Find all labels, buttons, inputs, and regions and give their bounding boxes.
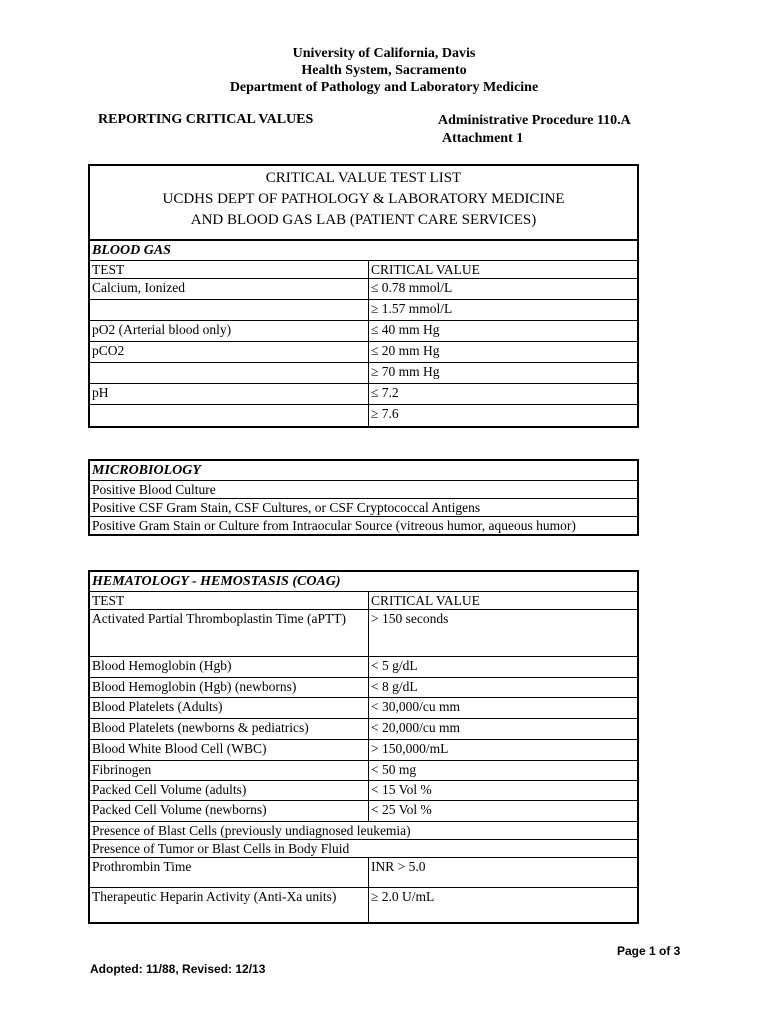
test-cell [90, 300, 369, 321]
value-cell: < 30,000/cu mm [369, 698, 638, 719]
value-cell: < 15 Vol % [369, 781, 638, 801]
table-row [90, 321, 637, 342]
value-cell: ≥ 7.6 [371, 406, 399, 421]
blood-gas-box [88, 164, 639, 428]
value-cell: > 150,000/mL [369, 740, 638, 761]
test-cell: Packed Cell Volume (newborns) [90, 801, 369, 822]
value-cell: ≤ 20 mm Hg [369, 342, 638, 363]
procedure-label: Administrative Procedure 110.A [438, 113, 631, 128]
microbiology-box [88, 459, 639, 536]
table-row [90, 822, 637, 840]
table-row [90, 698, 637, 719]
table-row [90, 740, 637, 761]
table-row [90, 405, 637, 426]
table-row [90, 719, 637, 740]
value-cell: < 25 Vol % [369, 801, 638, 822]
table-header-row [90, 592, 637, 610]
header-university: University of California, Davis [292, 46, 476, 61]
header-department: Department of Pathology and Laboratory Medicine [229, 80, 539, 95]
micro-cell: Positive Blood Culture [90, 481, 637, 499]
test-cell: Therapeutic Heparin Activity (Anti-Xa units) [90, 888, 369, 922]
test-cell: Prothrombin Time [90, 858, 369, 888]
list-title-line3: AND BLOOD GAS LAB (PATIENT CARE SERVICES) [190, 212, 537, 228]
table-row [90, 858, 637, 888]
blood-gas-heading: BLOOD GAS [90, 241, 637, 261]
test-cell: Calcium, Ionized [90, 279, 369, 300]
table-row [90, 499, 637, 517]
col-value-header: CRITICAL VALUE [369, 592, 638, 610]
table-row [90, 761, 637, 781]
value-cell: ≥ 70 mm Hg [369, 363, 638, 384]
microbiology-heading: MICROBIOLOGY [90, 461, 637, 481]
value-cell: > 150 seconds [369, 610, 638, 657]
col-test-header: TEST [90, 592, 369, 610]
hematology-box [88, 570, 639, 924]
test-cell: pO2 (Arterial blood only) [90, 321, 369, 342]
critical-value-list-title [90, 166, 637, 241]
report-title: REPORTING CRITICAL VALUES [98, 112, 314, 127]
col-value-header: CRITICAL VALUE [369, 261, 638, 279]
full-width-cell: Presence of Blast Cells (previously undiagnosed leukemia) [90, 822, 637, 840]
value-cell: < 20,000/cu mm [369, 719, 638, 740]
value-cell: < 50 mg [369, 761, 638, 781]
test-cell: Blood Platelets (Adults) [90, 698, 369, 719]
value-cell: < 8 g/dL [369, 678, 638, 698]
test-cell [90, 405, 369, 426]
table-row [90, 657, 637, 678]
table-row [90, 840, 637, 858]
blood-gas-table [90, 261, 637, 426]
value-cell: ≥ 1.57 mmol/L [369, 300, 638, 321]
table-row [90, 481, 637, 499]
test-cell: Activated Partial Thromboplastin Time (aPTT) [90, 610, 369, 657]
hematology-heading: HEMATOLOGY - HEMOSTASIS (COAG) [90, 572, 637, 592]
table-header-row [90, 261, 637, 279]
table-row [90, 300, 637, 321]
test-cell: Packed Cell Volume (adults) [90, 781, 369, 801]
table-row [90, 279, 637, 300]
document-header [0, 45, 768, 96]
test-cell: Blood Platelets (newborns & pediatrics) [90, 719, 369, 740]
table-row [90, 888, 637, 922]
value-cell: ≥ 2.0 U/mL [371, 889, 435, 904]
table-row [90, 342, 637, 363]
test-cell [90, 363, 369, 384]
test-cell: Blood Hemoglobin (Hgb) (newborns) [90, 678, 369, 698]
micro-cell: Positive CSF Gram Stain, CSF Cultures, or CSF Cryptococcal Antigens [90, 499, 637, 517]
value-cell: ≤ 7.2 [369, 384, 638, 405]
adopted-revised-date: Adopted: 11/88, Revised: 12/13 [90, 962, 266, 976]
microbiology-table [90, 481, 637, 534]
table-row [90, 384, 637, 405]
table-row [90, 678, 637, 698]
test-cell: Blood Hemoglobin (Hgb) [90, 657, 369, 678]
full-width-cell: Presence of Tumor or Blast Cells in Body Fluid [90, 840, 637, 858]
test-cell: pH [90, 384, 369, 405]
table-row [90, 363, 637, 384]
test-cell: pCO2 [90, 342, 369, 363]
col-test-header: TEST [90, 261, 369, 279]
test-cell: Fibrinogen [90, 761, 369, 781]
list-title-line1: CRITICAL VALUE TEST LIST [265, 170, 462, 186]
list-title-line2: UCDHS DEPT OF PATHOLOGY & LABORATORY MEDICINE [162, 191, 565, 207]
procedure-block [438, 112, 631, 148]
value-cell: ≤ 0.78 mmol/L [369, 279, 638, 300]
attachment-label: Attachment 1 [442, 131, 524, 146]
hematology-table [90, 592, 637, 922]
header-health-system: Health System, Sacramento [301, 63, 467, 78]
page-number: Page 1 of 3 [617, 944, 681, 958]
value-cell: ≤ 40 mm Hg [369, 321, 638, 342]
table-row [90, 517, 637, 535]
table-row [90, 801, 637, 822]
micro-cell: Positive Gram Stain or Culture from Intraocular Source (vitreous humor, aqueous humor) [92, 518, 576, 533]
table-row [90, 781, 637, 801]
table-row [90, 610, 637, 657]
value-cell: INR > 5.0 [369, 858, 638, 888]
value-cell: < 5 g/dL [369, 657, 638, 678]
test-cell: Blood White Blood Cell (WBC) [90, 740, 369, 761]
